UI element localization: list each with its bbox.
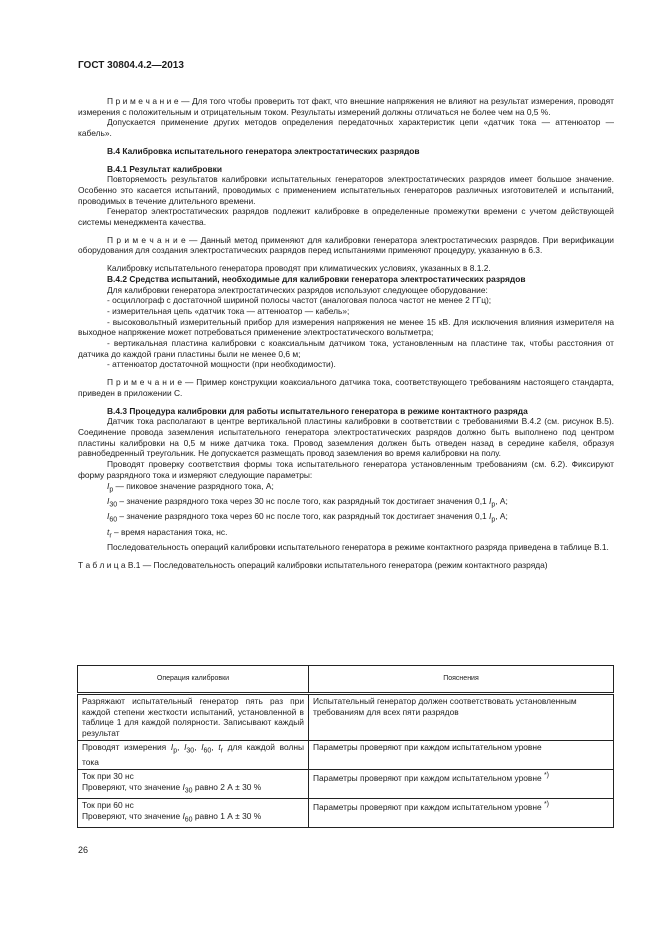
section-heading-b41: В.4.1 Результат калибровки xyxy=(107,163,223,174)
table-header-notes: Пояснения xyxy=(309,666,614,694)
list-item: - аттенюатор достаточной мощности (при необходимости). xyxy=(107,359,336,370)
parameter-ip: $I_p$ — пиковое значение разрядного тока, А; xyxy=(107,480,274,494)
table-caption: Т а б л и ц а В.1 — Последовательность операций калибровки испытательного генератора (режим контактного разряда) xyxy=(78,559,548,570)
list-item: - высоковольтный измерительный прибор для измерения напряжения не менее 15 кВ. Для исключения влияния измерителя на выходное напряжение может потребоваться применение электростатического вольтметра; xyxy=(78,316,614,338)
parameter-i30: $I_{30}$ – значение разрядного тока через 30 нс после того, как разрядный ток достигает значения 0,1 $I_p$, А; xyxy=(107,495,508,509)
table-cell: Параметры проверяют при каждом испытательном уровне xyxy=(309,740,614,769)
note-paragraph xyxy=(78,235,614,256)
table-cell: Параметры проверяют при каждом испытательном уровне *) xyxy=(309,798,614,827)
note-text: — Данный метод применяют для калибровки генератора электростатических разрядов. При верификации оборудования для создания электростатических разрядов перед испытаниями применяют процедуру, указанную в 6.3. xyxy=(78,234,614,256)
section-heading-b42: В.4.2 Средства испытаний, необходимые для калибровки генератора электростатических разрядов xyxy=(107,273,526,284)
table-cell: Ток при 30 нс Проверяют, что значение $I_{30}$ равно 2 А ± 30 % xyxy=(78,769,309,798)
paragraph: Повторяемость результатов калибровки испытательных генераторов электростатических разрядов имеет большое значение. Особенно это касается испытаний, проводимых с применением испытательных генераторов различных изготовителей и испытаний, проводимых в течение длительного времени. xyxy=(78,174,614,206)
table-row xyxy=(78,769,614,798)
paragraph: Датчик тока располагают в центре вертикальной пластины калибровки в соответствии с требованиями В.4.2 (см. рисунок В.5). Соединение провода заземления испытательного генератора электростатических разрядов должно быть выполнено под центром пластины калибровки на 0,5 м ниже датчика тока. Провод заземления должен быть отведен назад в середине кабеля, образуя равнобедренный треугольник. Не допускается размещать провод заземления во время калибровки на полу. xyxy=(78,416,614,459)
page-content xyxy=(78,96,614,570)
table-cell: Проводят измерения $I_p$, $I_{30}$, $I_{60}$, $t_r$ для каждой волны тока xyxy=(78,740,309,769)
parameter-i60: $I_{60}$ – значение разрядного тока через 60 нс после того, как разрядный ток достигает значения 0,1 $I_p$, А; xyxy=(107,511,508,524)
paragraph: Калибровку испытательного генератора проводят при климатических условиях, указанных в 8.1.2. xyxy=(107,263,491,274)
note-paragraph xyxy=(78,96,614,117)
table-row xyxy=(78,694,614,741)
note-label: П р и м е ч а н и е xyxy=(107,96,179,106)
table-cell: Испытательный генератор должен соответствовать установленным требованиям для всех пяти разрядов xyxy=(309,694,614,741)
note-label: П р и м е ч а н и е xyxy=(107,377,183,388)
paragraph: Генератор электростатических разрядов подлежит калибровке в определенные промежутки времени с учетом действующей системы менеджмента качества. xyxy=(78,206,614,228)
table-cell: Ток при 60 нс Проверяют, что значение $I_{60}$ равно 1 А ± 30 % xyxy=(78,798,309,827)
calibration-table xyxy=(77,665,614,828)
paragraph: Допускается применение других методов определения передаточных характеристик цепи «датчик тока — аттенюатор — кабель». xyxy=(78,117,614,139)
paragraph: Для калибровки генератора электростатических разрядов используют следующее оборудование: xyxy=(107,284,488,295)
list-item: - осциллограф с достаточной шириной полосы частот (аналоговая полоса частот не менее 2 ГГц); xyxy=(107,295,492,306)
paragraph: Последовательность операций калибровки испытательного генератора в режиме контактного разряда приведена в таблице В.1. xyxy=(107,542,609,552)
page-number: 26 xyxy=(78,845,89,855)
note-paragraph xyxy=(78,377,614,398)
note-label: П р и м е ч а н и е xyxy=(107,234,186,245)
list-item: - измерительная цепь «датчик тока — аттенюатор — кабель»; xyxy=(107,305,350,316)
section-heading-b4: В.4 Калибровка испытательного генератора электростатических разрядов xyxy=(107,145,420,156)
table-header-operation: Операция калибровки xyxy=(78,666,309,694)
paragraph: Проводят проверку соответствия формы тока испытательного генератора установленным требованиям (см. 6.2). Фиксируют форму разрядного тока и измеряют следующие параметры: xyxy=(78,459,614,480)
section-heading-b43: В.4.3 Процедура калибровки для работы испытательного генератора в режиме контактного разряда xyxy=(107,405,528,416)
table-row xyxy=(78,798,614,827)
table-cell: Разряжают испытательный генератор пять раз при каждой степени жесткости испытаний, установленной в таблице 1 для каждой полярности. Записывают каждый результат xyxy=(78,694,309,741)
parameter-tr: $t_r$ – время нарастания тока, нс. xyxy=(107,526,228,540)
table-row xyxy=(78,740,614,769)
note-text: — Для того чтобы проверить тот факт, что внешние напряжения не влияют на результат измерения, проводят измерения с положительным и отрицательным током. Результаты измерений должны отличаться не более чем на 0,5 %. xyxy=(78,96,614,117)
note-text: — Пример конструкции коаксиального датчика тока, соответствующего требованиям настоящего стандарта, приведен в приложении С. xyxy=(78,377,614,398)
list-item: - вертикальная пластина калибровки с коаксиальным датчиком тока, установленным на пластине так, чтобы расстояния от датчика до каждой грани пластины были не менее 0,6 м; xyxy=(78,338,614,359)
standard-header: ГОСТ 30804.4.2—2013 xyxy=(78,60,184,71)
table-cell: Параметры проверяют при каждом испытательном уровне *) xyxy=(309,769,614,798)
